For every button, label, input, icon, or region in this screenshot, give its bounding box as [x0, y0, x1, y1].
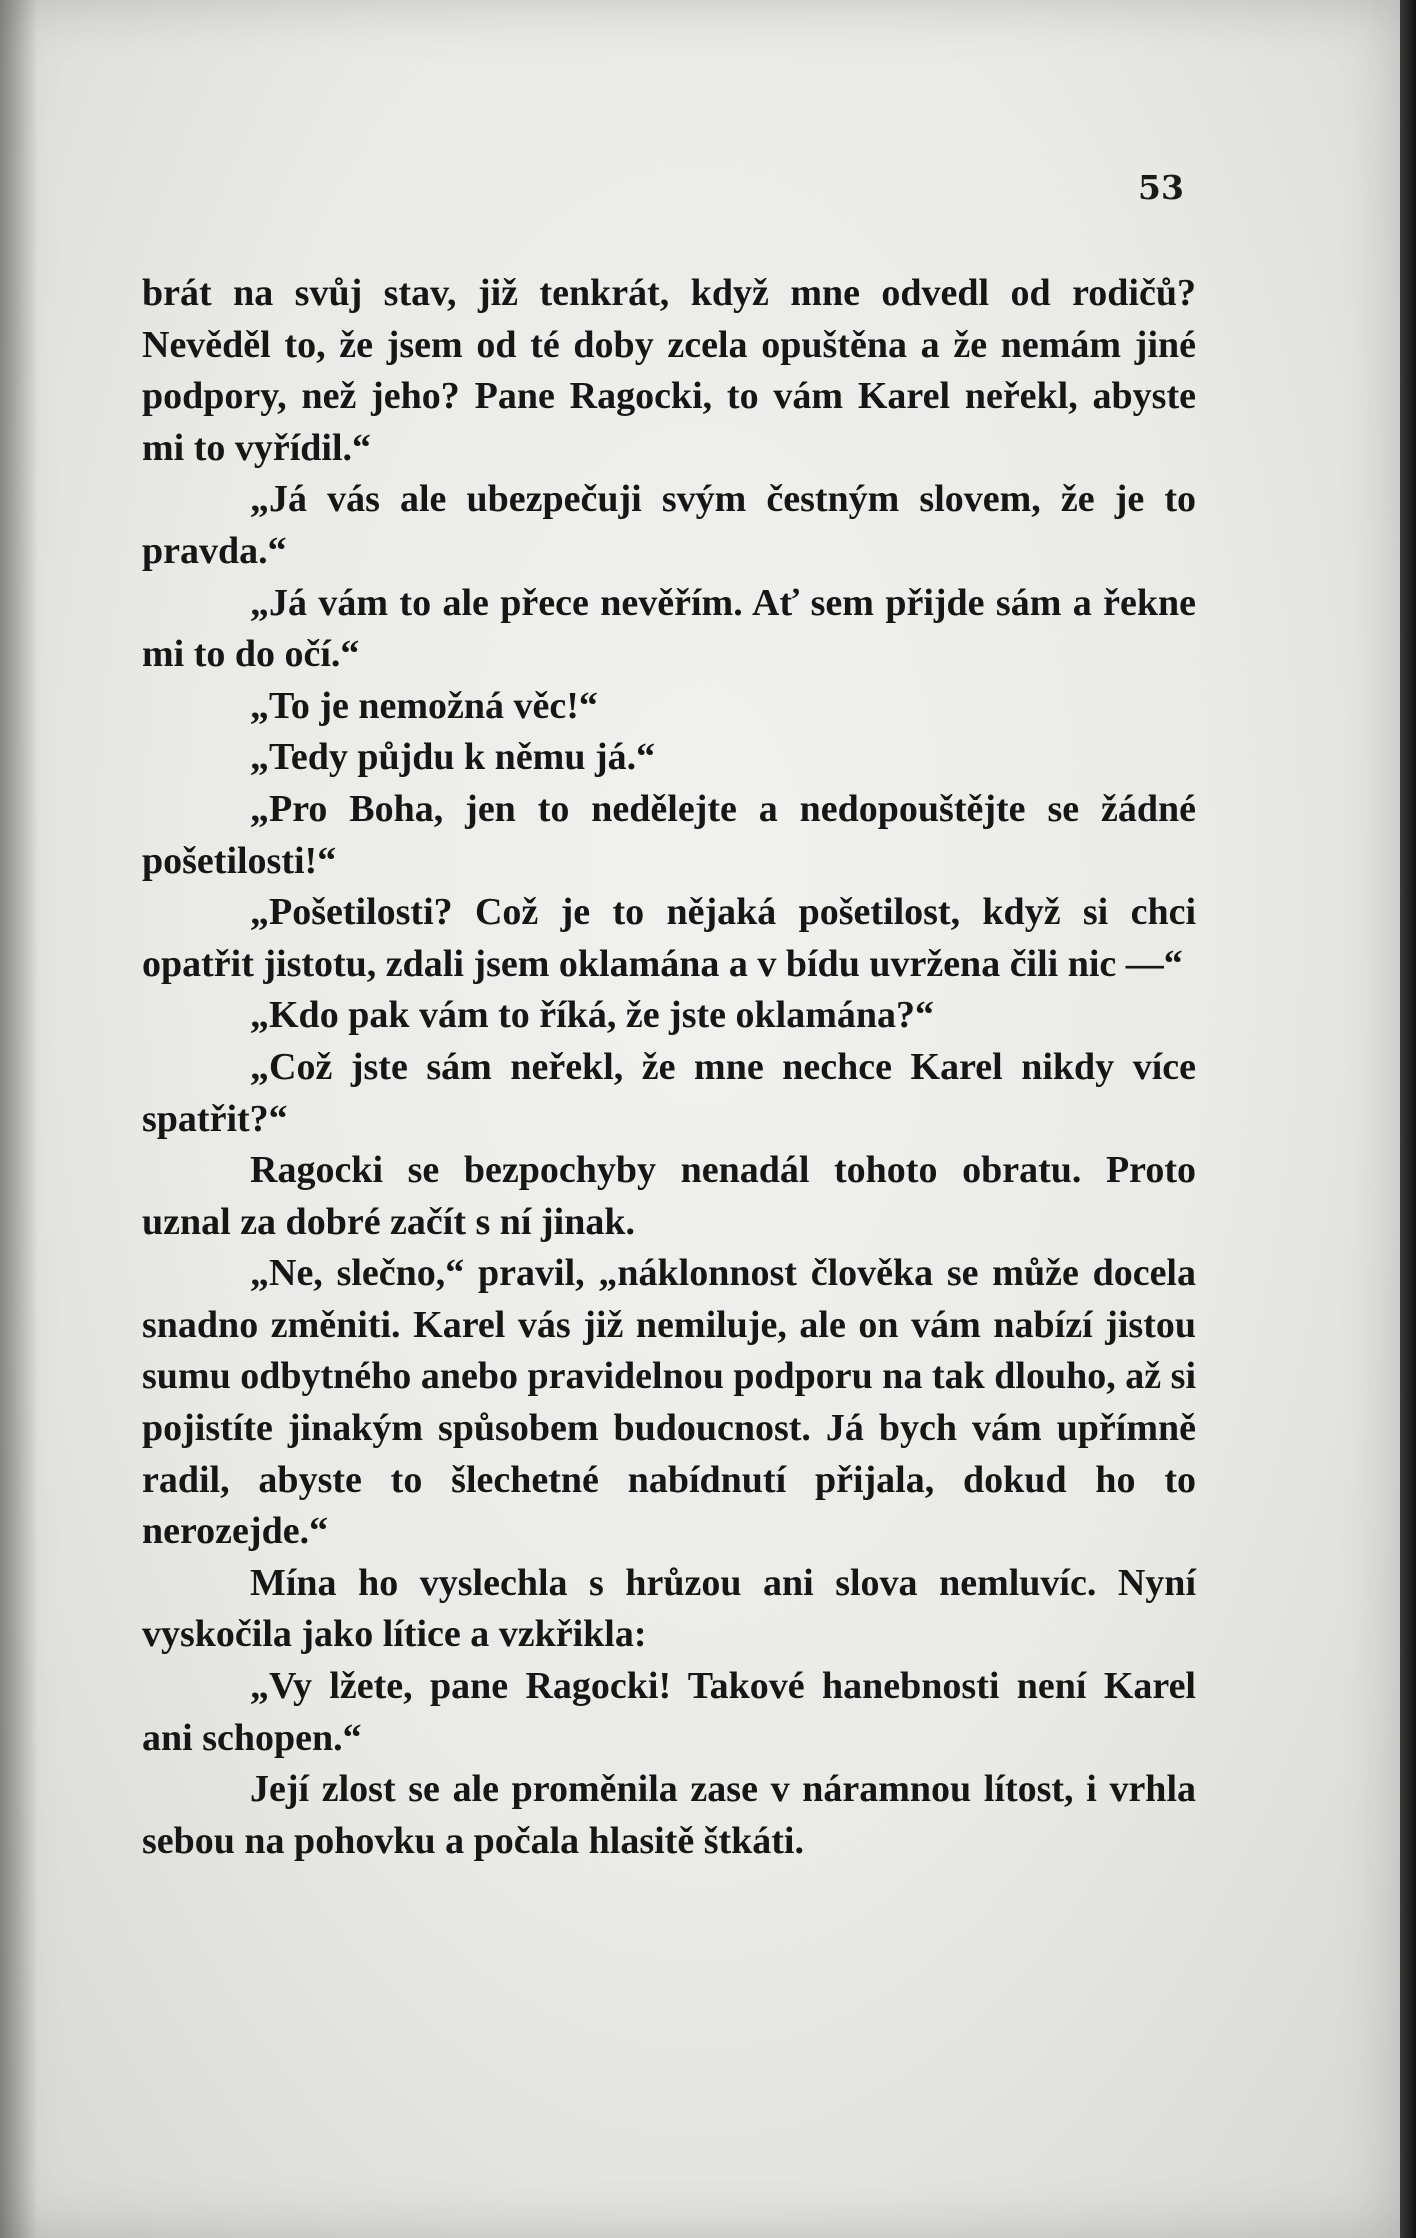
paragraph: Její zlost se ale proměnila zase v náramnou lítost, i vrhla sebou na pohovku a počala hlasitě štkáti.: [142, 1768, 1196, 1862]
paragraph: „Tedy půjdu k němu já.“: [250, 736, 656, 779]
paragraph: „Pro Boha, jen to nedělejte a nedopouštějte se žádné pošetilosti!“: [142, 787, 1196, 882]
page-number: 53: [1138, 168, 1184, 207]
paragraph: „Což jste sám neřekl, že mne nechce Karel nikdy více spatřit?“: [142, 1045, 1196, 1140]
paragraph: „Ne, slečno,“ pravil, „náklonnost člověka se může docela snadno změniti. Karel vás již nemiluje, ale on vám nabízí jistou sumu odbytného anebo pravidelnou podporu na tak dlouho, až si pojistíte jinakým spůsobem budoucnost. Já bych vám upřímně radil, abyste to šlechetné nabídnutí přijala, dokud ho to nerozejde.“: [142, 1252, 1196, 1553]
paragraph: „Vy lžete, pane Ragocki! Takové hanebnosti není Karel ani schopen.“: [142, 1665, 1196, 1759]
paragraph: „Já vás ale ubezpečuji svým čestným slovem, že je to pravda.“: [142, 478, 1196, 572]
body-text: [142, 268, 1196, 1867]
paragraph: „Pošetilosti? Což je to nějaká pošetilost, když si chci opatřit jistotu, zdali jsem oklamána a v bídu uvržena čili nic —“: [142, 891, 1196, 985]
paragraph: Mína ho vyslechla s hrůzou ani slova nemluvíc. Nyní vyskočila jako lítice a vzkřikla:: [142, 1561, 1196, 1656]
paragraph: Ragocki se bezpochyby nenadál tohoto obratu. Proto uznal za dobré začít s ní jinak.: [142, 1149, 1196, 1243]
page-edge: [1400, 0, 1416, 2238]
paragraph: „Kdo pak vám to říká, že jste oklamána?“: [250, 994, 934, 1037]
paragraph: „To je nemožná věc!“: [250, 684, 598, 727]
paragraph: „Já vám to ale přece nevěřím. Ať sem přijde sám a řekne mi to do očí.“: [142, 581, 1196, 676]
paragraph: brát na svůj stav, již tenkrát, když mne odvedl od rodičů? Nevěděl to, že jsem od té doby zcela opuštěna a že nemám jiné podpory, než jeho? Pane Ragocki, to vám Karel neřekl, abyste mi to vyřídil.“: [142, 272, 1196, 469]
page-gutter-shadow: [0, 0, 38, 2238]
